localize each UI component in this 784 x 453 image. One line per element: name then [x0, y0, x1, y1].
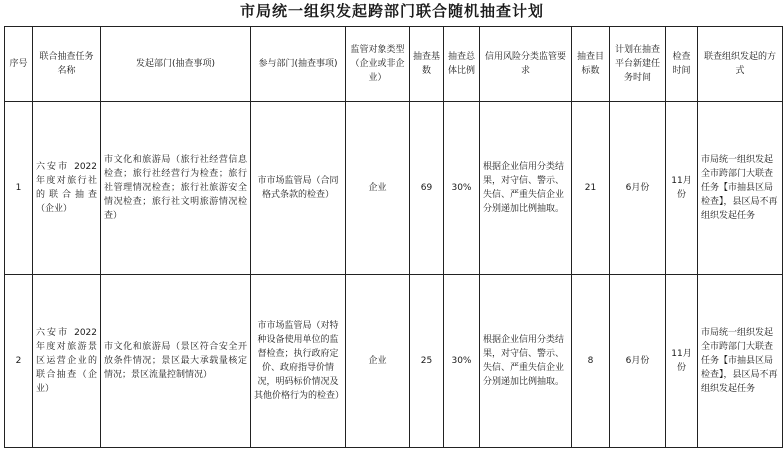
cell-plan-time: 6月份 — [610, 275, 666, 448]
cell-participant: 市市场监管局（对特种设备使用单位的监督检查；执行政府定价、政府指导价情况，明码标价情况及其他价格行为的检查） — [251, 275, 346, 448]
cell-target-count: 21 — [572, 102, 610, 275]
header-method: 联查组织发起的方式 — [698, 27, 783, 102]
header-seq: 序号 — [5, 27, 33, 102]
header-row — [5, 27, 783, 102]
cell-base: 69 — [410, 102, 444, 275]
cell-target-count: 8 — [572, 275, 610, 448]
cell-target-type: 企业 — [346, 102, 410, 275]
cell-method: 市局统一组织发起全市跨部门大联查任务【市抽县区局检查】，县区局不再组织发起任务 — [698, 275, 783, 448]
cell-ratio: 30% — [444, 102, 480, 275]
header-credit: 信用风险分类监管要求 — [480, 27, 572, 102]
header-task: 联合抽查任务名称 — [33, 27, 101, 102]
table-row — [5, 102, 783, 275]
cell-task: 六安市 2022 年度对旅游景区运营企业的联合抽查（企业） — [33, 275, 101, 448]
cell-task: 六安市 2022 年度对旅行社的联合抽查（企业） — [33, 102, 101, 275]
cell-check-time: 11月份 — [666, 102, 698, 275]
cell-check-time: 11月份 — [666, 275, 698, 448]
cell-seq: 1 — [5, 102, 33, 275]
table-row — [5, 275, 783, 448]
cell-plan-time: 6月份 — [610, 102, 666, 275]
header-base: 抽查基数 — [410, 27, 444, 102]
header-target-count: 抽查目标数 — [572, 27, 610, 102]
header-target-type: 监管对象类型（企业或非企业） — [346, 27, 410, 102]
cell-ratio: 30% — [444, 275, 480, 448]
header-ratio: 抽查总体比例 — [444, 27, 480, 102]
cell-initiator: 市文化和旅游局（旅行社经营信息检查；旅行社经营行为检查；旅行社管理情况检查；旅行社旅游安全情况检查；旅行社文明旅游情况检查） — [101, 102, 251, 275]
page-title: 市局统一组织发起跨部门联合随机抽查计划 — [239, 2, 544, 20]
cell-base: 25 — [410, 275, 444, 448]
cell-credit: 根据企业信用分类结果，对守信、警示、失信、严重失信企业分别递加比例抽取。 — [480, 102, 572, 275]
plan-table — [4, 26, 783, 448]
header-check-time: 检查时间 — [666, 27, 698, 102]
cell-seq: 2 — [5, 275, 33, 448]
header-plan-time: 计划在抽查平台新建任务时间 — [610, 27, 666, 102]
cell-participant: 市市场监管局（合同格式条款的检查） — [251, 102, 346, 275]
header-participant: 参与部门(抽查事项) — [251, 27, 346, 102]
cell-initiator: 市文化和旅游局（景区符合安全开放条件情况；景区最大承载量核定情况；景区流量控制情况） — [101, 275, 251, 448]
cell-method: 市局统一组织发起全市跨部门大联查任务【市抽县区局检查】，县区局不再组织发起任务 — [698, 102, 783, 275]
cell-target-type: 企业 — [346, 275, 410, 448]
header-initiator: 发起部门(抽查事项) — [101, 27, 251, 102]
cell-credit: 根据企业信用分类结果，对守信、警示、失信、严重失信企业分别递加比例抽取。 — [480, 275, 572, 448]
